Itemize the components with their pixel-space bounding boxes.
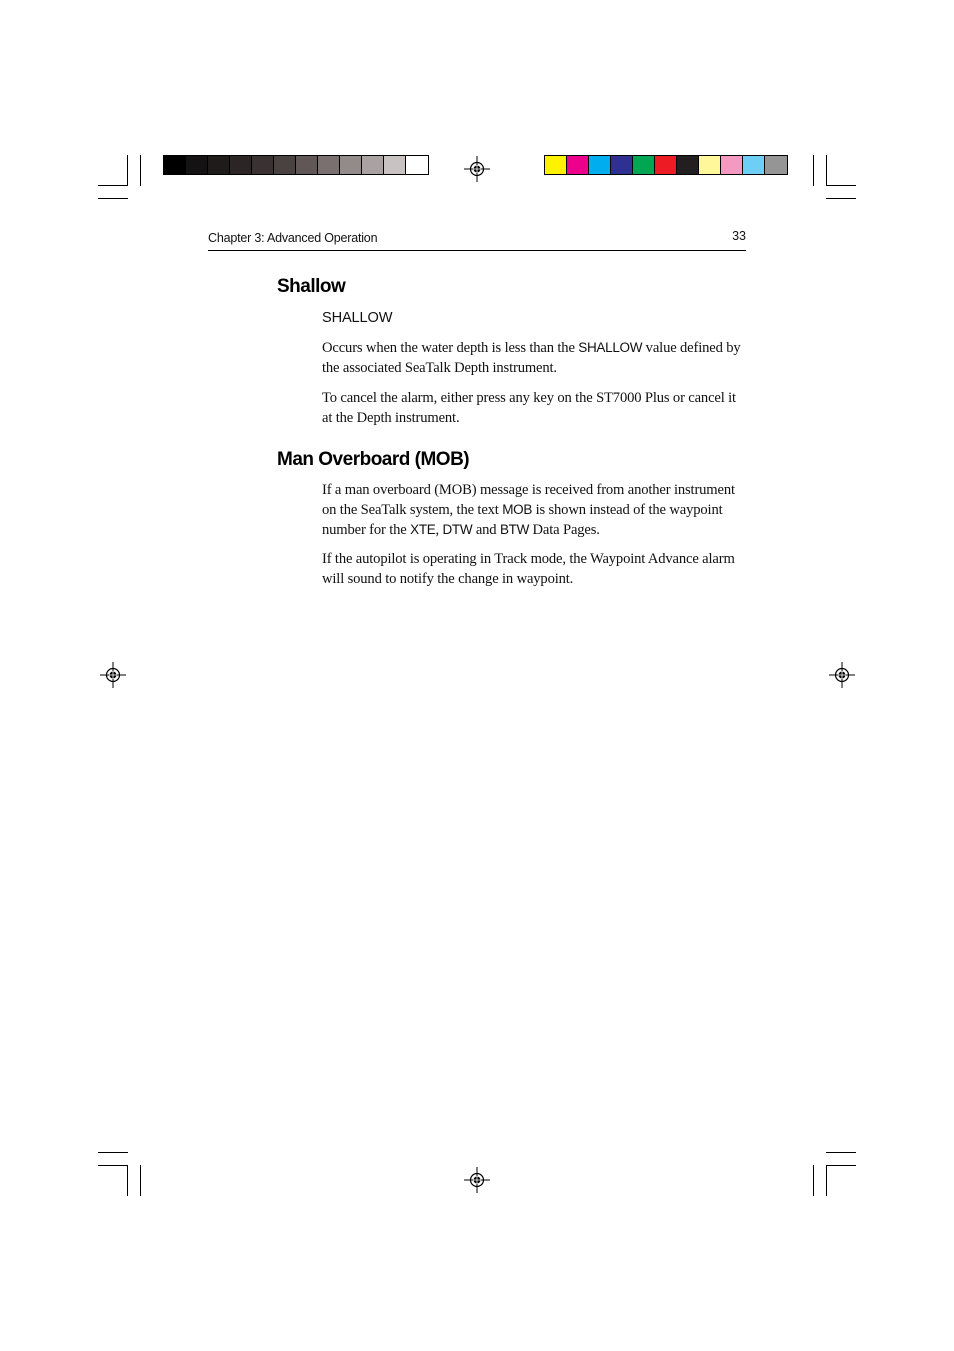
- crop-mark: [826, 155, 827, 186]
- chapter-title: Chapter 3: Advanced Operation: [208, 231, 378, 245]
- color-swatch: [384, 156, 406, 174]
- text-run: Data Pages.: [529, 522, 600, 538]
- inline-code: MOB: [502, 502, 533, 517]
- color-swatch: [274, 156, 296, 174]
- crop-mark: [140, 155, 141, 186]
- color-swatch: [362, 156, 384, 174]
- crop-mark: [140, 1165, 141, 1196]
- crop-mark: [826, 198, 856, 199]
- crop-mark: [127, 1165, 128, 1196]
- color-swatch: [406, 156, 428, 174]
- section-heading-mob: Man Overboard (MOB): [277, 449, 470, 470]
- alarm-code-label: SHALLOW: [322, 310, 393, 326]
- inline-code: BTW: [499, 522, 530, 537]
- color-swatch: [655, 156, 677, 174]
- color-swatch: [743, 156, 765, 174]
- text-run: Occurs when the water depth is less than the: [322, 340, 579, 356]
- text-run: ,: [435, 522, 443, 538]
- crop-mark: [826, 185, 856, 186]
- registration-mark-icon: [464, 1167, 490, 1193]
- crop-mark: [98, 1165, 128, 1166]
- crop-mark: [98, 1152, 128, 1153]
- color-swatch: [545, 156, 567, 174]
- inline-code: SHALLOW: [578, 340, 643, 355]
- mob-track-mode-note: If the autopilot is operating in Track mode, the Waypoint Advance alarm will sound to notify the change in waypoint.: [322, 551, 735, 587]
- color-swatch: [589, 156, 611, 174]
- section-heading-shallow: Shallow: [277, 276, 346, 297]
- inline-code: XTE: [410, 522, 436, 537]
- shallow-description: [322, 338, 747, 378]
- page-number: 33: [732, 229, 746, 243]
- color-swatch: [296, 156, 318, 174]
- color-swatch: [230, 156, 252, 174]
- mob-description: [322, 480, 747, 540]
- text-run: and: [472, 522, 500, 538]
- color-swatch: [208, 156, 230, 174]
- color-swatch: [318, 156, 340, 174]
- crop-mark: [813, 155, 814, 186]
- text-run: value defined by the associated SeaTalk Depth instrument.: [322, 340, 741, 376]
- crop-mark: [813, 1165, 814, 1196]
- crop-mark: [826, 1165, 827, 1196]
- registration-mark-icon: [100, 662, 126, 688]
- crop-mark: [826, 1165, 856, 1166]
- crop-mark: [98, 185, 128, 186]
- color-swatch: [340, 156, 362, 174]
- registration-mark-icon: [829, 662, 855, 688]
- color-swatch: [164, 156, 186, 174]
- shallow-cancel-instructions: To cancel the alarm, either press any key on the ST7000 Plus or cancel it at the Depth instrument.: [322, 390, 736, 426]
- color-swatch: [252, 156, 274, 174]
- text-run: is shown instead of the waypoint number for the: [322, 502, 723, 538]
- registration-mark-icon: [464, 156, 490, 182]
- color-swatch: [186, 156, 208, 174]
- color-swatch: [765, 156, 787, 174]
- crop-mark: [826, 1152, 856, 1153]
- color-swatch: [721, 156, 743, 174]
- running-header: [208, 229, 746, 251]
- color-swatch: [633, 156, 655, 174]
- crop-mark: [98, 198, 128, 199]
- color-swatch: [567, 156, 589, 174]
- inline-code: DTW: [442, 522, 473, 537]
- text-run: If a man overboard (MOB) message is received from another instrument on the SeaTalk system, the text: [322, 482, 735, 518]
- color-swatch: [611, 156, 633, 174]
- crop-mark: [127, 155, 128, 186]
- color-calibration-bar: [544, 155, 788, 175]
- color-swatch: [677, 156, 699, 174]
- color-swatch: [699, 156, 721, 174]
- grayscale-calibration-bar: [163, 155, 429, 175]
